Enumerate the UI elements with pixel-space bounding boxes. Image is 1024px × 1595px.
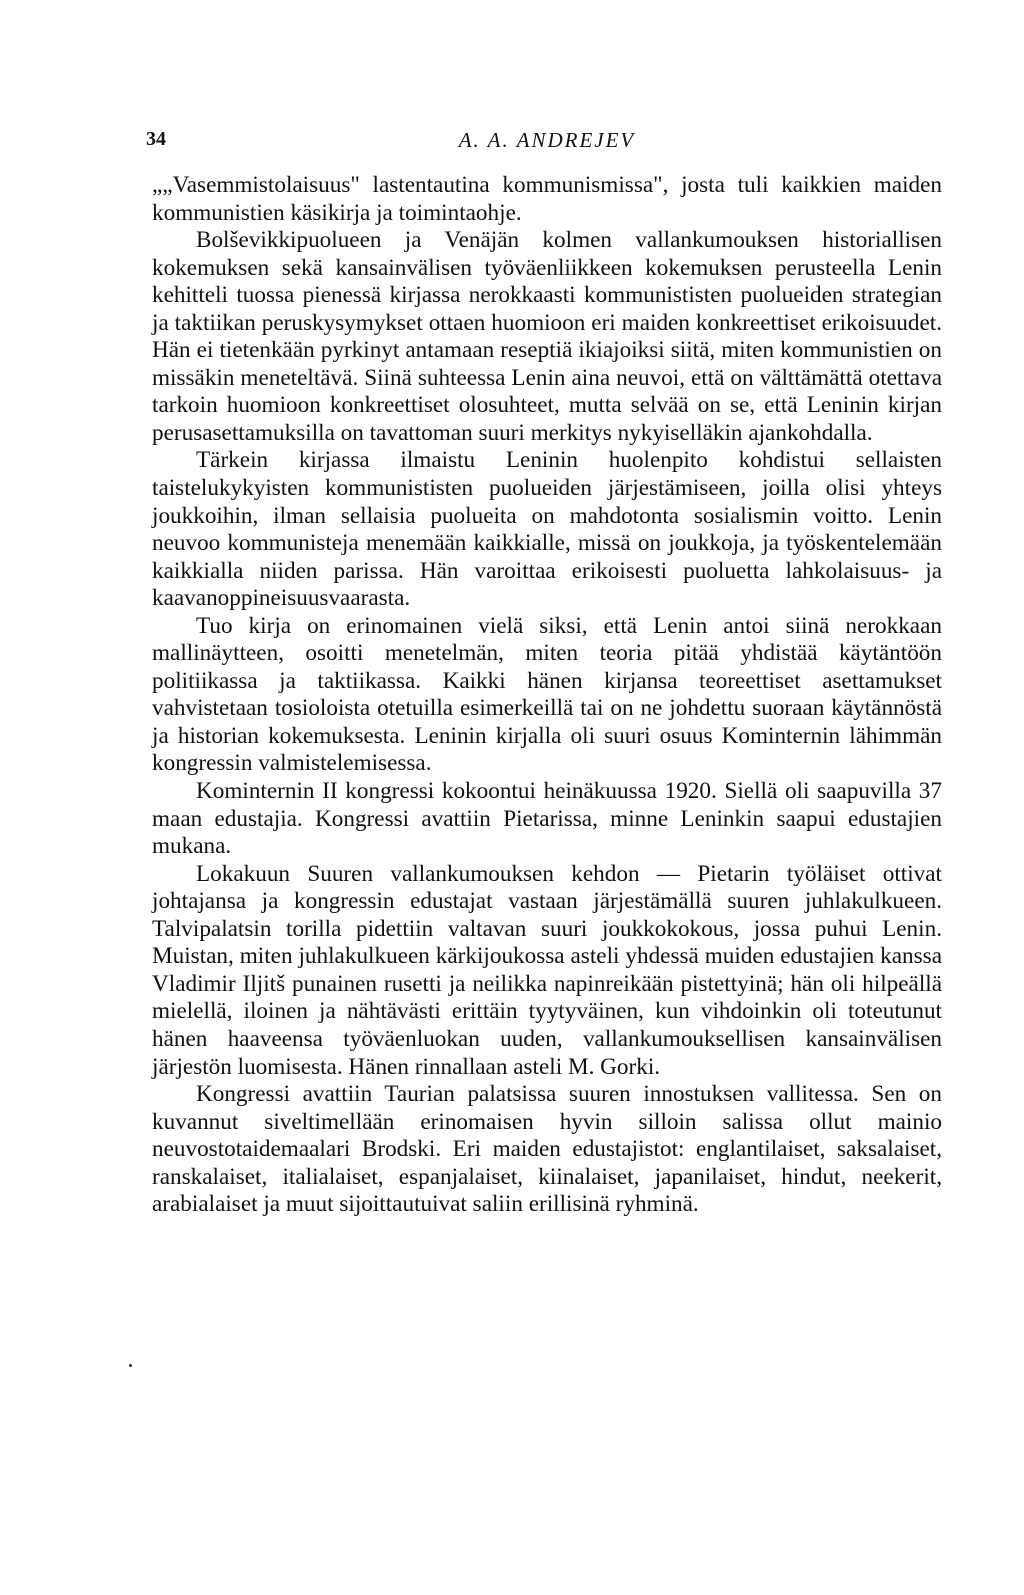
paragraph: Tuo kirja on erinomainen vielä siksi, että Lenin antoi siinä nerokkaan mallinäytteen, osoitti menetelmän, miten teoria pitää yhdistää käytäntöön politiikassa ja taktiikassa. Kaikki hänen kirjansa teoreettiset asettamukset vahvistetaan tosioloista otetuilla esimerkeillä tai on ne johdettu suoraan käytännöstä ja historian kokemuksesta. Leninin kirjalla oli suuri osuus Kominternin lähimmän kongressin valmistelemisessa. [152, 612, 942, 777]
paragraph: Lokakuun Suuren vallankumouksen kehdon — Pietarin työläiset ottivat johtajansa ja kongressin edustajat vastaan järjestämällä suuren juhlakulkueen. Talvipalatsin torilla pidettiin valtavan suuri joukkokokous, jossa puhui Lenin. Muistan, miten juhlakulkueen kärkijoukossa asteli yhdessä muiden edustajien kanssa Vladimir Iljitš punainen rusetti ja neilikka napinreikään pistettyinä; hän oli hilpeällä mielellä, iloinen ja nähtävästi erittäin tyytyväinen, kun vihdoinkin oli toteutunut hänen haaveensa työväenluokan uuden, vallankumouksellisen kansainvälisen järjestön luomisesta. Hänen rinnallaan asteli M. Gorki. [152, 860, 942, 1080]
paragraph: Kongressi avattiin Taurian palatsissa suuren innostuksen vallitessa. Sen on kuvannut siveltimellään erinomaisen hyvin silloin salissa ollut mainio neuvostotaidemaalari Brodski. Eri maiden edustajistot: englantilaiset, saksalaiset, ranskalaiset, italialaiset, espanjalaiset, kiinalaiset, japanilaiset, hindut, neekerit, arabialaiset ja muut sijoittautuivat saliin erillisinä ryhminä. [152, 1081, 942, 1218]
paragraph: „„Vasemmistolaisuus" lastentautina kommunismissa", josta tuli kaikkien maiden kommunistien käsikirja ja toimintaohje. [152, 172, 942, 226]
page-header [146, 128, 942, 158]
paragraph: Tärkein kirjassa ilmaistu Leninin huolenpito kohdistui sellaisten taistelukykyisten kommunististen puolueiden järjestämiseen, joilla olisi yhteys joukkoihin, ilman sellaisia puolueita on mahdotonta sosialismin voitto. Lenin neuvoo kommunisteja menemään kaikkialle, missä on joukkoja, ja työskentelemään kaikkialla niiden parissa. Hän varoittaa erikoisesti puoluetta lahkolaisuus- ja kaavanoppineisuusvaarasta. [152, 447, 942, 612]
running-head: A. A. ANDREJEV [458, 128, 636, 152]
margin-mark [129, 1364, 132, 1367]
paragraph: Kominternin II kongressi kokoontui heinäkuussa 1920. Siellä oli saapuvilla 37 maan edustajia. Kongressi avattiin Pietarissa, minne Leninkin saapui edustajien mukana. [152, 778, 942, 860]
body-text [152, 172, 942, 1219]
paragraph: Bolševikkipuolueen ja Venäjän kolmen vallankumouksen historiallisen kokemuksen sekä kansainvälisen työväenliikkeen kokemuksen perusteella Lenin kehitteli tuossa pienessä kirjassa nerokkaasti kommunististen puolueiden strategian ja taktiikan peruskysymykset ottaen huomioon eri maiden konkreettiset erikoisuudet. Hän ei tietenkään pyrkinyt antamaan reseptiä ikiajoiksi siitä, miten kommunistien on missäkin meneteltävä. Siinä suhteessa Lenin aina neuvoi, että on välttämättä otettava tarkoin huomioon konkreettiset olosuhteet, mutta selvää on se, että Leninin kirjan perusasettamuksilla on tavattoman suuri merkitys nykyiselläkin ajankohdalla. [152, 227, 942, 446]
book-page [146, 128, 942, 1219]
page-number: 34 [146, 128, 166, 150]
